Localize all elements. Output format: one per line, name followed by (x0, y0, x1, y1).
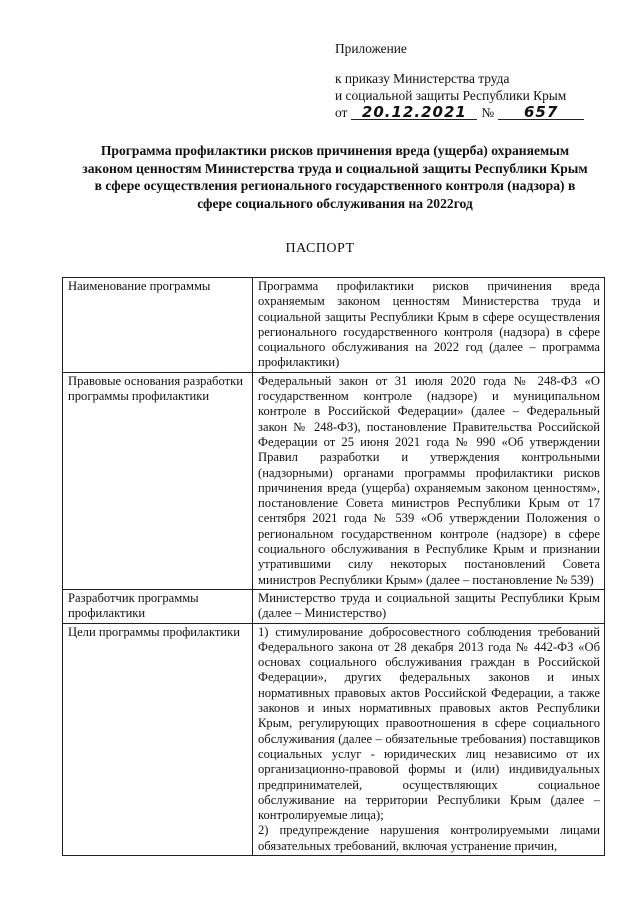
row-text: Федеральный закон от 31 июля 2020 года № 248-ФЗ «О государственном контроле (надзоре) и муниципальном контроле в Российской Федерации» (далее – Федеральный закон № 248-ФЗ), постановление Правительства Российской Федерации от 25 июня 2021 года № 990 «Об утверждении Правил разработки и утверждения контрольными (надзорными) органами программы профилактики рисков причинения вреда (ущерба) охраняемым законом ценностям», постановление Совета министров Республики Крым от 17 сентября 2021 года № 539 «Об утверждении Положения о региональном государственном контроле (надзоре) в сфере социального обслуживания в Республике Крым и признании утратившими силу некоторых постановлений Совета министров Республики Крым» (далее – постановление № 539) (253, 372, 605, 589)
row-text: Министерство труда и социальной защиты Республики Крым (далее – Министерство) (253, 589, 605, 623)
order-line-1: к приказу Министерства труда (335, 71, 510, 86)
from-label: от (335, 105, 348, 120)
row-label: Разработчик программы профилактики (63, 589, 253, 623)
passport-table (62, 277, 605, 856)
number-label: № (481, 105, 495, 120)
order-line-2: и социальной защиты Республики Крым (335, 88, 567, 103)
table-row (63, 589, 605, 623)
document-title: Программа профилактики рисков причинения вреда (ущерба) охраняемым законом ценностям Министерства труда и социальной защиты Республики Крым в сфере осуществления регионального государственного контроля (надзора) в сфере социального обслуживания на 2022год (82, 143, 588, 211)
row-text: Программа профилактики рисков причинения вреда охраняемым законом ценностям Министерства труда и социальной защиты Республики Крым в сфере осуществления регионального государственного контроля (надзора) в сфере социального обслуживания на 2022 год (далее – программа профилактики) (253, 278, 605, 373)
passport-heading: ПАСПОРТ (285, 241, 355, 256)
handwritten-number: 657 (498, 105, 584, 120)
table-row (63, 278, 605, 373)
goal-paragraph-1: 1) стимулирование добросовестного соблюдения требований Федерального закона от 28 декабря 2013 года № 442-ФЗ «Об основах социального обслуживания граждан в Российской Федерации», других федеральных законов и иных нормативных правовых актов Российской Федерации, а также законов и иных нормативных правовых актов Республики Крым, регулирующих правоотношения в сфере социального обслуживания (далее – обязательные требования) поставщиков социальных услуг - юридических лиц независимо от их организационно-правовой формы и (или) индивидуальных предпринимателей, осуществляющих социальное обслуживание на территории Республики Крым (далее – контролируемые лица); (258, 624, 600, 823)
handwritten-date: 20.12.2021 (351, 105, 477, 120)
goal-paragraph-2: 2) предупреждение нарушения контролируемыми лицами обязательных требований, включая устранение причин, (258, 823, 600, 853)
date-number-line (335, 104, 615, 121)
table-row (63, 623, 605, 855)
row-text (253, 623, 605, 855)
order-reference (335, 40, 615, 121)
appendix-label: Приложение (335, 41, 407, 56)
table-row (63, 372, 605, 589)
row-label: Правовые основания разработки программы профилактики (63, 372, 253, 589)
row-label: Цели программы профилактики (63, 623, 253, 855)
row-label: Наименование программы (63, 278, 253, 373)
